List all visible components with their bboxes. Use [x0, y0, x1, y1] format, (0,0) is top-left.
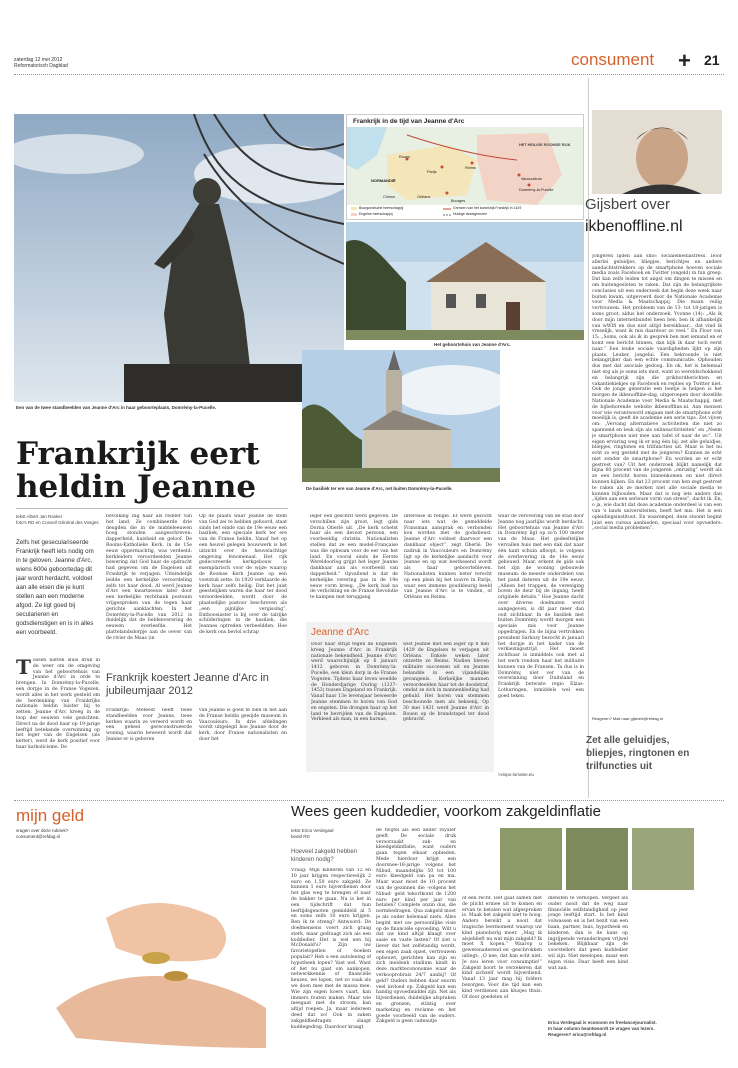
page-number: 21 [704, 52, 720, 68]
kids-photo-3 [632, 828, 694, 890]
statue-caption: Een van de twee standbeelden van Jeanne d'Arc in haar geboorteplaats, Domrémy-la-Pucelle. [16, 405, 217, 410]
geld-headline: Wees geen kuddedier, voorkom zakgeldinflatie [291, 803, 601, 820]
geld-col1: Vraag: Mijn kinderen van 12 en 10 jaar krijgen respectievelijk 2 euro en 1,50 euro zakgeld. Ze kunnen 1 euro bijverdienen door het glas weg te brengen of naar de bakker te gaan. Nu is het in een tijdschrift dat hun leeftijdsgenoten gemiddeld al 5 en soms zelfs 10 euro krijgen. Ben ik te streng? Antwoord: De doelmensens voert zich graag sterk, maar gedraagt zich als een kuddedier. Het is wel een bij McDonald's? Zijn uw favorietspellen of -boeken populair? Heb u een autolening of hypotheek lopen? Vast wel. Want of het nu gaat om aankopen, netwerkkennis of financiële keuzes, we lopen, net zo vaak als we doen mee met de massa mee. Wie zijn eigen koers vaart, kan immers fouten maken. Maar wie meegaat met de stroom, kan altijd roepen: Ja, maar iedereen deed dat zo! Ook in zaken zakgeldbedragen slaapt kuddegedrag. Daardoor kraagt [291, 868, 371, 1030]
plus-icon: + [678, 48, 691, 73]
infobox-col1: Door haar strijd tegen de Engelsen kreeg Jeanne d'Arc in Frankrijk nationale bekendheid. Jeanne d'Arc werd waarschijnlijk op 6 januari 1412 geboren in Domrémy-la-Pucelle, een klein dorp in de Franse Vogezen. Tijdens haar leven woedde de Honderdjarige Oorlog (1337-1453) tussen Engeland en Frankrijk. Vanaf haar 13e levensjaar beweerde Jeanne stemmen te horen van God en engelen. Die drongen haar op het land te bevrijden van de Engelsen. Verkleed als man, in een harnas, [311, 642, 397, 723]
map-label-parijs: Parijs [427, 170, 437, 174]
map [346, 114, 584, 220]
map-label-chinon: Chinon [383, 195, 396, 199]
geld-intro: Hoeveel zakgeld hebben kinderen nodig? [291, 849, 358, 863]
jeanne-infobox [306, 622, 494, 772]
map-legend-3: Grenzen van het koninkrijk Frankrijk in 1429 [453, 206, 522, 210]
article-subcol2: van Jeanne is goed te zien in het aan de Franse heldin gewijde museum in Vaucouleurs. In drie afdelingen wordt uitgelegd hoe Jeanne door de kerk, door Franse nationalisten en door het [199, 708, 287, 742]
basilica-photo [302, 350, 500, 482]
article-link[interactable]: >vispo-lorraine.eu [498, 772, 534, 777]
article-col5: interesse in religie. Er werd gezocht naar iets wat de gemiddelde Fransman aansprak en verbonden kon worden met de godsdienst. Jeanne d'Arc voldoet daarvoor een dankbaar object”, zegt Oberlé. De nadruk in Vaucouleurs en Domrémy ligt op de kerkelijke aandacht voor Jeanne en op wat besthesend wordt als haar geboortebleven. Nationalisten kunnen beter terecht op een plein bij het louvre in Parijs, waar een immens goudkleurig beeld van Jeanne d'Arc is te vinden, of Orléans en Reims. [404, 514, 492, 601]
geld-contact: vragen over deze rubriek? consument@refdag.nl [16, 828, 69, 839]
kids-photo-1 [500, 828, 562, 890]
column-reageren: Reageren? Mail naar gijsbert@refdag.nl [592, 716, 663, 721]
column-divider [588, 78, 589, 798]
map-label-hrr: HET HEILIGE ROOMSE RIJK [519, 143, 571, 147]
coins-hand-photo [16, 848, 278, 1058]
article-subcol1: Frankrijk: Meteest heeft twee standbeelden voor Jeanne, twee kerken waarin ze vereerd wordt en een geheel gereconstrueerde woning, waarin beweerd wordt dat Jeanne er is geboren [106, 708, 192, 742]
article-subhead: Frankrijk koestert Jeanne d'Arc in jubileumjaar 2012 [106, 672, 269, 697]
house-photo [346, 222, 584, 340]
headline-rule [16, 508, 288, 509]
map-legend-1: Bourgondische heerschappij [359, 206, 404, 210]
map-label-bourges: Bourges [451, 199, 466, 203]
infobox-title: Jeanne d'Arc [311, 627, 370, 638]
map-legend-4: Huidige landsgrenzen [453, 212, 487, 216]
map-legend-2: Engelse heerschappij [359, 212, 393, 216]
geld-col2: de twijfel als een ander royaler geeft. De sociale druk veroorzaakt zak- en kleedgeldinflatie, want ouders gaan tegen elkaar opbieden. Mede hierdoor krijgt een doorsnee-18-jarige volgens het Nibud, maandelijks 50 tot 100 euro kleedgeld van pa en ma. Maar waar moet de 10 procent van de gezinnen die -volgens het Nibud- geld tekortkomt de 1200 euro per kind per jaar van betalen? Complete onzin dus, die normbedragen. Qua zakgeld moet je als ouder helemaal niets. Alles begint met uw persoonlijke visie op de financiële opvoeding. Wilt u dat uw kind altijd klaagt over saaie en vaste lasten? Of ziet u liever dat het zelfstandig wordt, een eigen zaak opzet, vertrouwen opbouwt, gerichten kan zijn en zich ineidenk stadium kindt in deze marktecononomie waar de verkooprobrais 24/7 aanbij? Of geld? Ouders hebben daar enorm veel invloed op. Zakgeld kan een handig opvoedmiddel zijn. Net als bijverdienen, duidelijke afspraken en grenzen, stilstig over marketing en reclame en het goede voorbeeld van de ouders. Zakgeld is geen cadeautje [376, 828, 456, 1025]
statue-photo [14, 114, 344, 402]
map-label-orleans: Orléans [417, 195, 431, 199]
column-pullquote: Zet alle geluidjes, bliepjes, ringtonen en trilfuncties uit [586, 735, 690, 772]
bottom-divider [14, 800, 724, 801]
article-col2: bevolking zag haar als redder van het land. Ze combineerde drie deugden die in de middeleeuwen hoog stonden aangeschreven: dapperheid, kuisheid en geloof. De Rooms-Katholieke Kerk, in de 15e eeuw oppermachtig, was verdeeld: kerkleiders veroordeelden Jeanne bewering dat God haar de opdracht had gegeven om de Engelsen uit Frankrijk te verjagen. Uiteindelijk leidde een kerkelijke veroordeling zelfs tot haar dood. Al werd Jeanne d'Arc een kwartseeuw later door een kerkelijke rechtbank postuum vrijgesproken van de tegen haar gerichte aanklachten. In het Domrémy-la-Pucelle van 2012 is duidelijk dat de heldenverering de eeuwen overleefde. Het plattelandsdorpje aan de oever van de rivier de Maas (in [106, 514, 192, 641]
column-text: Jongeren lijden aan smo: socialemediastress. Door allerlei geluidjes, bliepjes, berichtjes en andere aandachtstrekkers op de smartphone hoeven sociale media zoals Facebook en Twitter (ongeld) in fun greep. Dat kan zelfs leiden tot angst om dingen te missen en om buitengesloten te raken. Dat zijn de belangrijkste conclusies uit een onderzoek dat begin deze week naar buiten kwam, uitgevoerd door de Nationale Academie voor Media & Maatschappij. Die maan veilig vertrouwen. Het probleem van de 13- tot 18-jarigen is soms groot, aldus het onderzoek. Yvonne (14): „Als ik door mijn internetbundel heen ben, ben ik afhankelijk van wWIfi en dus niet altijd bereikbaar... dat vind ik vreselijk, want ik mis daardoor zo veel.” En Floor van 15: „Soms, ook als ik in gesprek ben met iemand en er komt een bericht binnen, dan kijk ik daar toch eerst naar.” Een leuke sociale vaardigheden lijkt op zijn plaats. Leuker, jongelui. Een bekroonde is niet belangrijker dan een echte communicatie. Ophouden dus met dat asociale gedoog. En ok, het is helemaal niet erg als je soms iets mist, want zo wereldschokkend en belangrijk zijn die prikbordberichten en vakantiekiekjes op Facebook en replies op Twitter niet. Ook de jonge generatie een beetje is helpen is het morgen de ikbenoffline-dag, uitgeroepen door dezelfde Nationale Academie voor Media & Maatschappij, met de bijbehorende website ikbenoffline.nl. Aan mensen voor wie verantwoord omgaan met de smartphone echt moeilijk is, geeft de academie een serie tips. Zet vijven om: „Vervang alternatieve activiteiten die niet zo spannend en leuk zijn als onlineactiviteiten” en „Neem je smartphone niet mee aan tafel of naar de wc”. Uit eigen ervaring weg ik er nog één bij: zet alle geluidjes, bliepjes, ringtones en trilfuncties uit. Maar is het nu echt zo erg gesteld met de jongeren? Kunnen ze echt niet zonder de smartphone? En worden ze er echt gestrest van? Uit het onderzoek blijkt namelijk dat bijna 60 procent van de jongeren „onrustig” wordt als ze een bericht horen binnenkomen en niet direct kunnen kijken. En dat 23 procent van hen zegt gestrest te raken als ze merken niet alle sociale media te kunnen bijhouden. Maar dat is nog iets anders dan „lijden aan een serieuze vorm van stress”, dacht ik. En, o ja, wie dacht dat deze academie onderdeel is van een van 's lands universiteiten, heeft het mis. Het is een opleidingsinstituut. En waarempel, deze stoomt begint juist een cursus aanbieden, speciaal voor opvoeders: „social media problemen”. [592, 254, 722, 532]
map-label-rouen: Rouen [399, 155, 411, 159]
map-label-domremy: Domrémy-la-Pucelle [519, 188, 554, 192]
section-title: consument [571, 50, 655, 69]
article-col4: leger een geschrit werd gegeven. De verschillen zijn groot, legt gids Dorna Oberlé uit. „De kerk schetst haar als een devoot persoon, een voorbeeldig christin. Nationalisten stellen dat ze een model-Française was die opkwam voor de eer van het land. En vooral sinds de Eerste Wereldoorlog grijpt het leger Jeanne dankbaar aan als voorbeeld van dapperheid.” Opvallend is dat de kerkelijke verering pas in de 19e eeuw vorm kreeg. „De kerk had na de verlichting en de Franse Revolutie te kampen met teruggang [310, 514, 398, 601]
house-caption: Het geboortehuis van Jeanne d'Arc. [434, 342, 511, 347]
column-title-author: Gijsbert over [585, 196, 671, 213]
article-lead: Zelfs het geseculariseerde Frankrijk heeft iets nodig om in te geloven. Jeanne d'Arc, wiens 600e geboortedag dit jaar wordt herdacht, voldoet aan alle eisen die je kunt stellen aan een moderne afgod. Ze ligt goed bij secularieren en godsdienstigen en is in alles een voorbeeld. [16, 539, 94, 636]
infobox-col2: wist Jeanne met een leger op 8 mei 1429 de Engelsen te verjagen uit Orléans. Enkele weken later ontzette ze Reims. Nadien bleven militaire successen uit en Jeanne belandde in een vijandelijke gevangenis. Kerkelijke mannen veroordeelden haar tot de doodstraf, omdat ze zich in mannenkleding had gehuld. Het horen van stemmen beschouwde men als heksenij. Op 30 mei 1431 werd Jeanne d'Arc in Rouen op de brandstapel ter dood gebracht. [403, 642, 489, 723]
article-col3: Op de plaats waar Jeanne de stem van God zei te hebben gehoord, staat sinds het einde van de 19e eeuw een basiliek, een speciale kerk ter ere van de Franse heldin. Vanaf het op een heuvel gelegen bouwwerk is het uitzicht over de heuvelachtige omgeving fenomenaal. Het rijk gedecoreerde kerkgebouw is exemplarisch voor de wijze waarop de Roomse Kerk Jeanne op een voetstuk zette. In 1920 verklaarde de kerk haar zelfs heilig. Dat het juist geestelijken waren die haar ter dood veroordeelden, wordt door de plaatselijke pastoor beschreven als „een pijnlijke vergissing”. Entboosiaster is bij over de talrijke schilderingen in de basiliek, die Jeannes optreden verbeeldden. Hoe de kerk ons bevlol schrap [199, 514, 287, 635]
article-col6: waar de verovering van de stad door Jeanne nog jaarlijks wordt herdacht. Het geboortehuis van Jeanne d'Arc in Domrémy ligt op zo'n 100 meter van de Maas. Het gedeeltelijke vervallen huis met een dak dat naar één kant schuin afloopt, is volgens de overlevering in de 14e eeuw gebouwd. Maar, erkent de gids ook het zijn de woning gebouwde museum: de meeste onderdelen van het pand dateren uit de 19e eeuw. „Alleen het trappen, de vereniging boven de deur bij de ingang, heeft originele details.” Hoe Jeanne dacht over diverse doelmaten werd aangegeven, is dit jaar meer dan ooit zichtbaar. In de basiliek met buiten Domrémy wordt morgen een speciale mis voor Jeanne opgedragen. En de bijna vertrokken president Sarkozy bezocht in januari het dorpje in het kader van de verkiezingsstrijd. Het moest zichtbaar is inmiddels ook met al het werk rondom haar het militaire kunnen van de Fransen. Ta dus is in Domrémy, niet ver van de overwinning door Duitsland en Frankrijk betwiste regio Elzas-Lotharingen, inmiddels wel een goed teken. [498, 514, 584, 699]
map-label-vaucouleurs: Vaucouleurs [521, 177, 542, 181]
map-label-reims: Reims [465, 166, 476, 170]
map-label-normandie: NORMANDIË [371, 178, 396, 183]
header-divider [14, 74, 724, 75]
geld-section-title: mijn geld [16, 806, 85, 825]
author-photo [592, 110, 722, 194]
geld-footer: Erica Verdegaal is econoom en freelancejournalist. In haar column beantwoordt ze vragen van lezers. Reageren? erica@refdag.nl [548, 1020, 657, 1037]
column-title-topic: ikbenoffline.nl [585, 218, 683, 235]
map-title: Frankrijk in de tijd van Jeanne d'Arc [353, 118, 465, 125]
article-headline: Frankrijk eert heldin Jeanne [16, 436, 260, 505]
masthead-date: zaterdag 12 mei 2012 Reformatorisch Dagblad [14, 57, 68, 69]
article-col1: Tussen natten sluis druk in de weer om de omgeving van het geboortehuis van Jeanne d'Arc in orde te brengen. In Domrémy-la-Pucelle, een dorpje in de Franse Vogezen, wordt alles in het werk gesteld om de herdenking van Frankrijks nationale heldin luister bij te zetten. Jeanne d'Arc kreeg in de loop der eeuwen vele gezichten. Direct na de dood haar op 19-jarige leeftijd betekende overwinning op het leger van de Engelsen (als ketter), werd de kerk positief voor haar katholicisme. De [16, 658, 100, 750]
dropcap: T [16, 658, 31, 679]
geld-col3: of een recht. Het gaat samen met de plicht ermee uit te komen en ervan te betalen wat afgesproken is. Maak het zakgeld niet te hoog. Anders bereikt u nooit dat tragische leermoment waarop uw kind pianoborlg meer. „Mag ik alsjeblieft nu wat mijn zakgeld? Ik moet X kopen.” Waarop u gewetenaderend en -geschrokken uitlegt: „O nee, dat kan echt niet. Je zou leren voor consumptie!” Zakgeld hoort te verzekeren dat kind zichzelf wordt bijverdiend. Vanaf 13 jaar mag hij folders bezorgen. Voor die tijd kan een kind verdienen aan klusjes thuis. Of door goedelen of [462, 896, 542, 1000]
kids-photo-2 [566, 828, 628, 890]
geld-byline: tekst Erica Verdegaal beeld RD [291, 828, 334, 839]
geld-col4: diensten te verkopen. Vergeet als ouder nooit dat de weg naar financiële zelfstandigheid op jeer jonge leeftijd start. Is het kind volwassen en is het bezit van een baan, partner, huis, hypotheek en kinderen, dan is de kans op ingrijpende veranderingen vrijwel bekeken. Blijkbaar zijn de voorstellers dat geen kuddedier wil zijn. Niet meelopen, maar een eigen visie. Daar heeft een kind wat aan. [548, 896, 628, 971]
basilica-caption: De basiliek ter ere van Jeanne d'Arc, net buiten Domrémy-la-Pucelle. [306, 486, 453, 491]
article-byline: tekst Albert Jan Rasker foto's RD en Conseil Général des Vosges [16, 514, 99, 525]
